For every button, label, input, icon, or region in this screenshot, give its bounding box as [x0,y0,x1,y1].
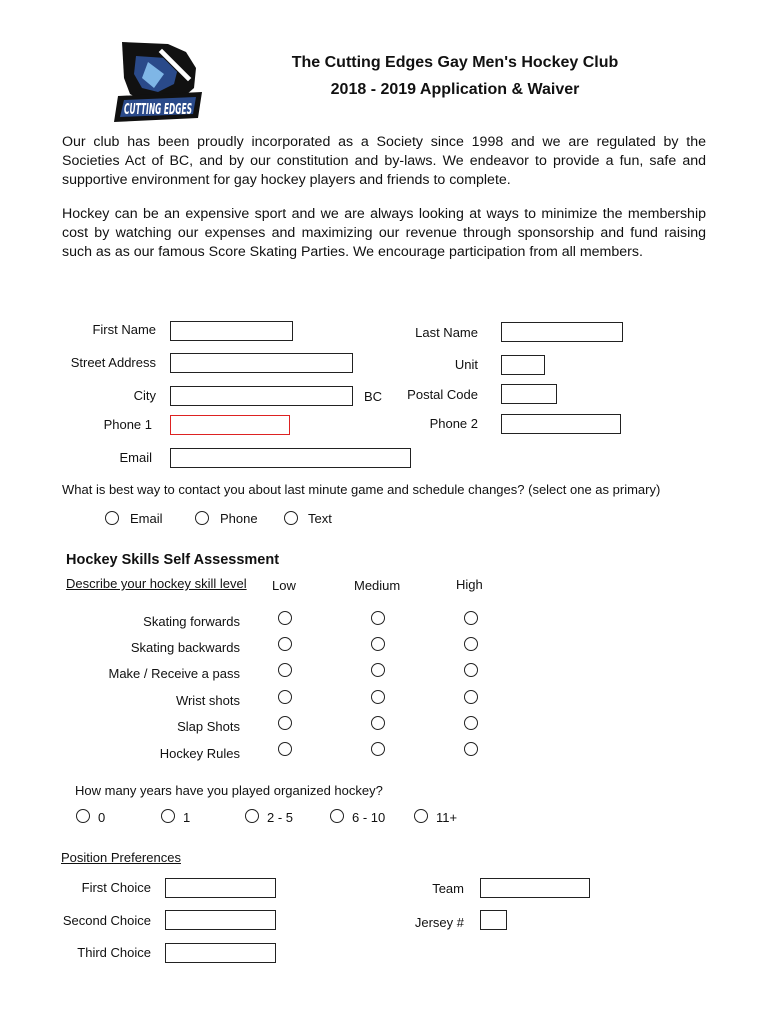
street-address-field[interactable] [170,353,353,373]
postal-code-label: Postal Code [407,387,478,402]
years-0-radio[interactable] [76,809,90,823]
years-11plus-label: 11+ [436,810,458,825]
unit-field[interactable] [501,355,545,375]
skill-skating-backwards-label: Skating backwards [130,640,240,655]
form-title: The Cutting Edges Gay Men's Hockey Club [291,54,619,71]
skill-wrist-shots-label: Wrist shots [175,693,240,708]
club-logo [108,38,208,124]
skill-wrist-shots-high-radio[interactable] [464,690,478,704]
phone1-field[interactable] [170,415,290,435]
province-label: BC [364,389,383,404]
city-label: City [133,388,156,403]
skill-skating-forwards-low-radio[interactable] [278,611,292,625]
contact-email-radio[interactable] [105,511,119,525]
skill-slap-shots-medium-radio[interactable] [371,716,385,730]
level-low-label: Low [272,578,296,593]
skill-slap-shots-low-radio[interactable] [278,716,292,730]
phone2-label: Phone 2 [429,416,478,431]
years-0-label: 0 [98,810,106,825]
intro-paragraph-1: Our club has been proudly incorporated as a Society since 1998 and we are regulated by the Societies Act of BC, and by our constitution and by-laws. We endeavor to provide a fun, safe and supportive environment for gay hockey players and friends to complete. [62,134,706,188]
street-address-label: Street Address [70,355,156,370]
years-question: How many years have you played organized hockey? [75,783,383,798]
second-choice-field[interactable] [165,910,276,930]
third-choice-label: Third Choice [77,945,151,960]
skill-skating-backwards-medium-radio[interactable] [371,637,385,651]
skills-describe-label: Describe your hockey skill level [66,576,247,591]
years-2-5-label: 2 - 5 [267,810,294,825]
years-11plus-radio[interactable] [414,809,428,823]
level-high-label: High [456,577,483,592]
third-choice-field[interactable] [165,943,276,963]
contact-phone-label: Phone [220,511,258,526]
contact-email-label: Email [130,511,163,526]
first-name-field[interactable] [170,321,293,341]
email-label: Email [119,450,152,465]
jersey-label: Jersey # [414,915,464,930]
last-name-field[interactable] [501,322,623,342]
first-name-label: First Name [92,322,156,337]
skill-hockey-rules-label: Hockey Rules [159,746,240,761]
team-field[interactable] [480,878,590,898]
logo-wordmark: CUTTING EDGES [124,100,192,118]
email-field[interactable] [170,448,411,468]
skill-skating-backwards-high-radio[interactable] [464,637,478,651]
phone2-field[interactable] [501,414,621,434]
postal-code-field[interactable] [501,384,557,404]
skill-slap-shots-high-radio[interactable] [464,716,478,730]
first-choice-label: First Choice [81,880,151,895]
skill-hockey-rules-medium-radio[interactable] [371,742,385,756]
phone1-label: Phone 1 [103,417,152,432]
city-field[interactable] [170,386,353,406]
skill-skating-forwards-high-radio[interactable] [464,611,478,625]
skill-slap-shots-label: Slap Shots [177,719,240,734]
skill-pass-high-radio[interactable] [464,663,478,677]
level-medium-label: Medium [354,578,401,593]
position-heading: Position Preferences [61,850,181,865]
second-choice-label: Second Choice [62,913,151,928]
contact-phone-radio[interactable] [195,511,209,525]
skill-hockey-rules-low-radio[interactable] [278,742,292,756]
jersey-field[interactable] [480,910,507,930]
years-6-10-label: 6 - 10 [352,810,386,825]
contact-text-radio[interactable] [284,511,298,525]
contact-question: What is best way to contact you about last minute game and schedule changes? (select one as primary) [62,482,661,497]
skill-pass-label: Make / Receive a pass [108,666,240,681]
skill-skating-forwards-medium-radio[interactable] [371,611,385,625]
years-6-10-radio[interactable] [330,809,344,823]
skill-skating-forwards-label: Skating forwards [143,614,240,629]
last-name-label: Last Name [415,325,478,340]
team-label: Team [432,881,464,896]
intro-paragraph-2: Hockey can be an expensive sport and we are always looking at ways to minimize the membership cost by watching our expenses and maximizing our revenue through sponsorship and fund raising such as as our famous Score Skating Parties. We encourage participation from all members. [62,206,706,260]
unit-label: Unit [454,357,478,372]
skill-pass-low-radio[interactable] [278,663,292,677]
years-1-label: 1 [183,810,191,825]
form-subtitle: 2018 - 2019 Application & Waiver [330,81,580,98]
years-1-radio[interactable] [161,809,175,823]
skill-hockey-rules-high-radio[interactable] [464,742,478,756]
skills-heading: Hockey Skills Self Assessment [66,552,280,568]
skill-wrist-shots-medium-radio[interactable] [371,690,385,704]
first-choice-field[interactable] [165,878,276,898]
years-2-5-radio[interactable] [245,809,259,823]
skill-pass-medium-radio[interactable] [371,663,385,677]
contact-text-label: Text [308,511,332,526]
skill-wrist-shots-low-radio[interactable] [278,690,292,704]
skill-skating-backwards-low-radio[interactable] [278,637,292,651]
